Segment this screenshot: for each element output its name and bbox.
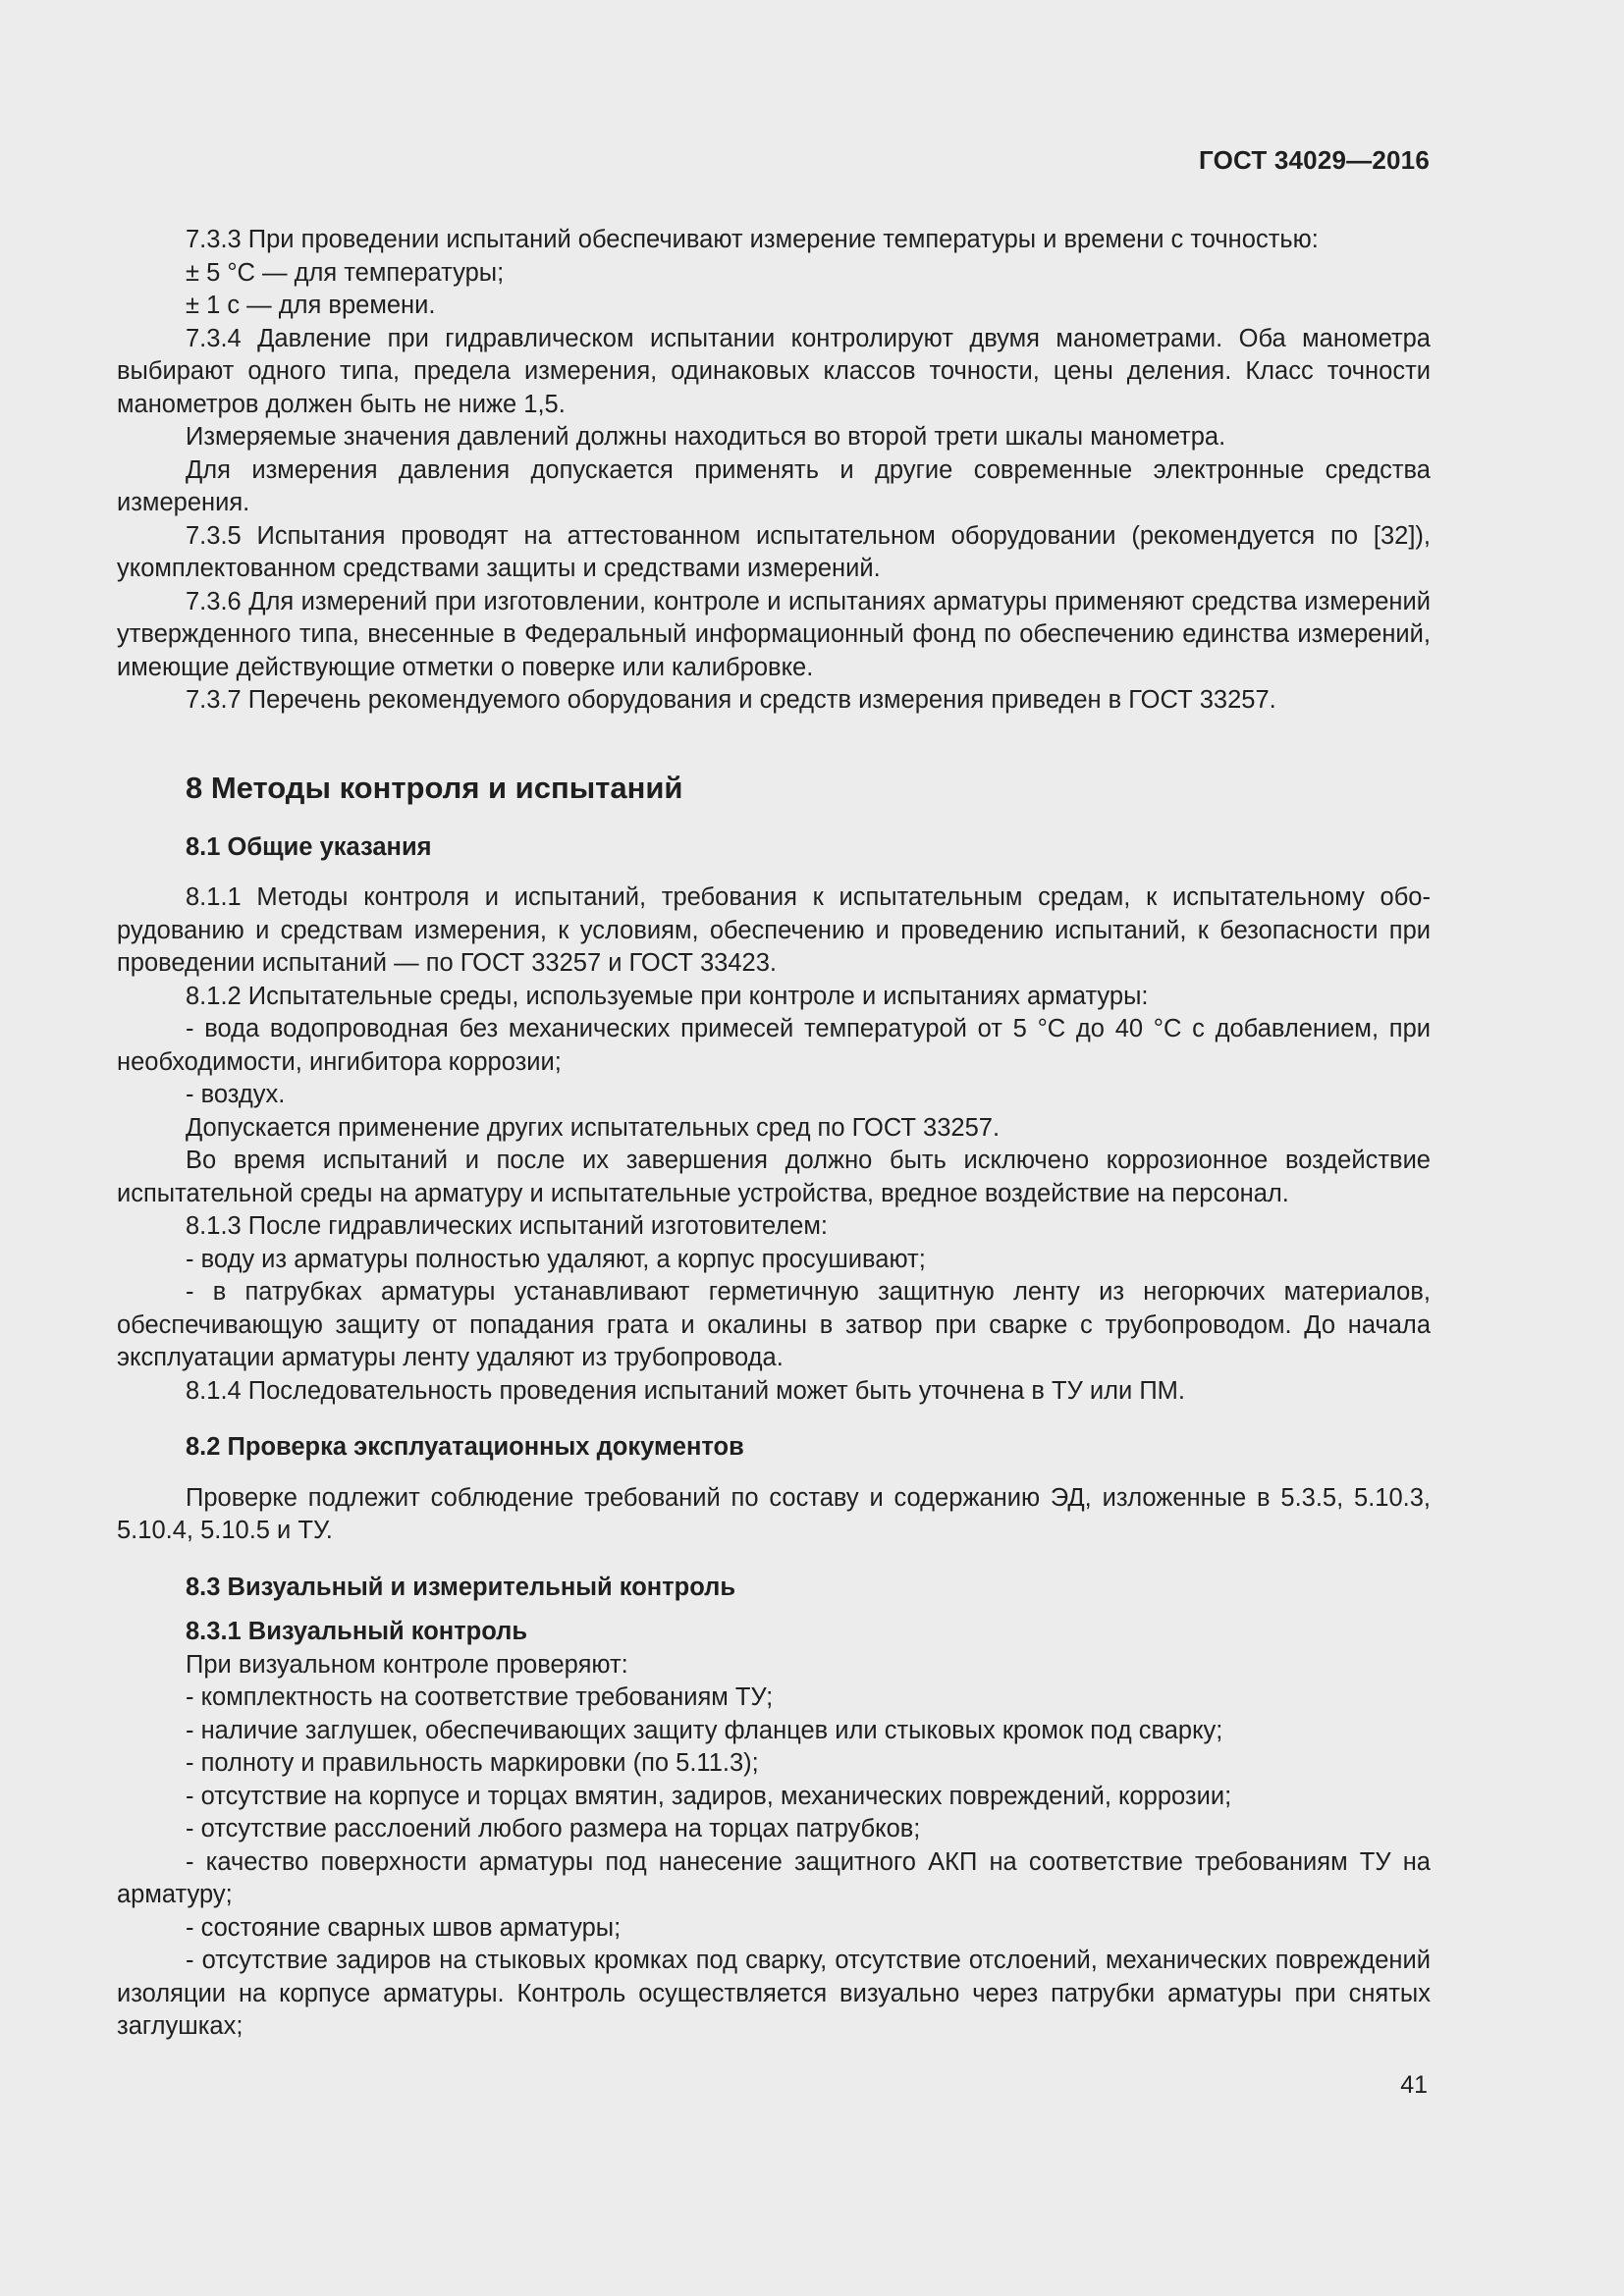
page-body — [117, 224, 1431, 2044]
list-item-time: ± 1 с — для времени. — [186, 292, 436, 319]
paragraph-7-3-5: 7.3.5 Испытания проводят на аттестованном испытательном оборудовании (рекомендуется по [32]), укомплектованном средствами защиты и средствами измерений. — [117, 521, 1431, 582]
list-item: - отсутствие задиров на стыковых кромках под сварку, отсутствие отслоений, механических повреждений изоляции на корпусе арматуры. Контроль осуществляется визуально через патрубки арматуры при снятых заглушках; — [117, 1947, 1431, 2040]
paragraph-8-2: Проверке подлежит соблюдение требований по составу и содержанию ЭД, изложенные в 5.3.5, 5.10.3, 5.10.4, 5.10.5 и ТУ. — [117, 1483, 1431, 1544]
list-item: - отсутствие расслоений любого размера на торцах патрубков; — [186, 1815, 921, 1842]
section-heading-8: 8 Методы контроля и испытаний — [186, 770, 683, 805]
paragraph: Допускается применение других испытательных сред по ГОСТ 33257. — [186, 1113, 1001, 1142]
document-header: ГОСТ 34029—2016 — [1199, 145, 1430, 175]
paragraph: Для измерения давления допускается применять и другие современные электронные средства измерения. — [117, 455, 1431, 516]
list-item: - отсутствие на корпусе и торцах вмятин, задиров, механических повреждений, коррозии; — [186, 1782, 1232, 1810]
list-item: - комплектность на соответствие требованиям ТУ; — [186, 1683, 774, 1711]
paragraph-8-1-2: 8.1.2 Испытательные среды, используемые при контроле и испытаниях арматуры: — [186, 982, 1149, 1010]
list-item: - наличие заглушек, обеспечивающих защиту фланцев или стыковых кромок под сварку; — [186, 1716, 1223, 1744]
subsection-heading-8-3: 8.3 Визуальный и измерительный контроль — [186, 1573, 736, 1601]
list-item: - в патрубках арматуры устанавливают герметичную защитную ленту из негорючих материалов, обеспечивающую защиту от попадания грата и окалины в затвор при сварке с трубопроводом. До начала эксплуатации арматуры ленту удаляют из трубопровода. — [117, 1278, 1431, 1371]
subsection-heading-8-2: 8.2 Проверка эксплуатационных документов — [186, 1433, 744, 1461]
paragraph-7-3-4: 7.3.4 Давление при гидравлическом испытании контролируют двумя манометрами. Оба манометра выбирают одного типа, предела измерения, одинаковых классов точности, цены деления. Класс точности манометров должен быть не ниже 1,5. — [117, 324, 1431, 418]
page-number: 41 — [1400, 2071, 1428, 2099]
paragraph: Во время испытаний и после их завершения должно быть исключено коррозионное воздействие испытательной среды на арматуру и испытательные устройства, вредное воздействие на персонал. — [117, 1147, 1431, 1207]
subsection-heading-8-1: 8.1 Общие указания — [186, 832, 432, 861]
paragraph: Измеряемые значения давлений должны находиться во второй трети шкалы манометра. — [186, 423, 1226, 451]
paragraph: При визуальном контроле проверяют: — [186, 1650, 628, 1679]
list-item-temp: ± 5 °С — для температуры; — [186, 258, 505, 287]
paragraph-7-3-6: 7.3.6 Для измерений при изготовлении, контроле и испытаниях арматуры применяют средства измерений утвержденного типа, внесенные в Федеральный информационный фонд по обеспечению единства измерений, имеющие действующие отметки о поверке или калибровке. — [117, 587, 1431, 681]
subsection-heading-8-3-1: 8.3.1 Визуальный контроль — [186, 1618, 528, 1645]
paragraph-8-1-3: 8.1.3 После гидравлических испытаний изготовителем: — [186, 1212, 828, 1240]
list-item: - полноту и правильность маркировки (по 5.11.3); — [186, 1749, 759, 1777]
paragraph-7-3-3: 7.3.3 При проведении испытаний обеспечивают измерение температуры и времени с точностью: — [186, 226, 1319, 253]
list-item: - воздух. — [186, 1081, 286, 1108]
list-item: - вода водопроводная без механических примесей температурой от 5 °С до 40 °С с добавлением, при необходимости, ингибитора коррозии; — [117, 1015, 1431, 1076]
list-item: - воду из арматуры полностью удаляют, а корпус просушивают; — [186, 1245, 926, 1273]
paragraph-8-1-1: 8.1.1 Методы контроля и испытаний, требования к испытательным средам, к испытательному оборудованию и средствам измерения, к условиям, обеспечению и проведению испытаний, к безопасности при проведении испытаний — по ГОСТ 33257 и ГОСТ 33423. — [117, 883, 1431, 977]
paragraph-8-1-4: 8.1.4 Последовательность проведения испытаний может быть уточнена в ТУ или ПМ. — [186, 1376, 1185, 1405]
paragraph-7-3-7: 7.3.7 Перечень рекомендуемого оборудования и средств измерения приведен в ГОСТ 33257. — [186, 686, 1276, 714]
list-item: - качество поверхности арматуры под нанесение защитного АКП на соответствие требованиям ТУ на арматуру; — [117, 1847, 1431, 1908]
list-item: - состояние сварных швов арматуры; — [186, 1913, 622, 1942]
